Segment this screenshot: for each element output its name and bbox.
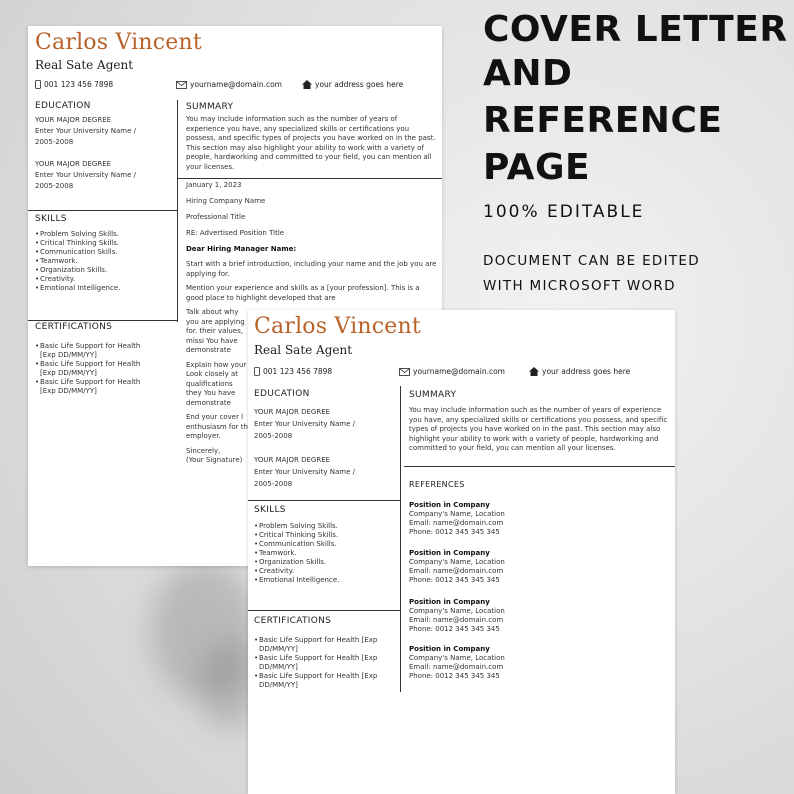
summary-heading: SUMMARY <box>409 390 457 400</box>
list-item: • Basic Life Support for Health [Exp DD/MM/YY] <box>254 672 382 690</box>
section-divider <box>28 320 178 321</box>
column-divider <box>400 386 401 692</box>
summary-text: You may include information such as the number of years of experience you have, any specialized skills or certifications you possess, and specific types of projects you have worked on in the past. This section may also highlight your ability to work with a variety of people, hardworking and committed to your field, you can mention all your licenses. <box>409 406 668 452</box>
reference-entry <box>409 598 505 634</box>
address-contact <box>302 80 403 89</box>
skills-list <box>254 522 394 585</box>
skills-heading: SKILLS <box>35 214 67 224</box>
reference-page <box>248 310 675 794</box>
reference-position: Position in Company <box>409 598 490 606</box>
letter-paragraph: Mention your experience and skills as a [your profession]. This is a good place to highlight developed that are <box>186 284 420 302</box>
list-item: • Basic Life Support for Health [Exp DD/MM/YY] <box>35 342 157 360</box>
letter-re: RE: Advertised Position Title <box>186 229 285 237</box>
summary-heading: SUMMARY <box>186 102 234 112</box>
education-years: 2005-2008 <box>254 432 293 440</box>
reference-phone: Phone: 0012 345 345 345 <box>409 528 500 536</box>
letter-closing: Sincerely, <box>186 446 221 455</box>
letter-date: January 1, 2023 <box>186 181 242 189</box>
list-item: • Communication Skills. <box>35 248 175 257</box>
education-years: 2005-2008 <box>254 480 293 488</box>
list-item: • Critical Thinking Skills. <box>254 531 394 540</box>
word-note-line: WITH MICROSOFT WORD <box>483 278 676 294</box>
home-icon <box>302 80 312 89</box>
skills-heading: SKILLS <box>254 505 286 515</box>
email-icon <box>176 81 187 89</box>
section-divider <box>28 210 178 211</box>
list-item: • Emotional Intelligence. <box>254 576 394 585</box>
headline-line: PAGE <box>483 147 591 188</box>
headline-line: REFERENCE <box>483 100 723 141</box>
certifications-list <box>254 636 382 690</box>
address-contact <box>529 367 630 376</box>
list-item: • Critical Thinking Skills. <box>35 239 175 248</box>
education-years: 2005-2008 <box>35 182 74 190</box>
home-icon <box>529 367 539 376</box>
email-address: yourname@domain.com <box>413 367 505 376</box>
phone-icon <box>254 367 260 376</box>
education-list <box>254 406 396 490</box>
section-divider <box>248 610 401 611</box>
list-item: • Problem Solving Skills. <box>35 230 175 239</box>
skills-list <box>35 230 175 293</box>
resume-name: Carlos Vincent <box>254 314 421 339</box>
letter-paragraph: Talk about why you are applying for. their values, missi You have demonstrate <box>186 308 245 354</box>
job-title: Real Sate Agent <box>35 58 134 72</box>
reference-company: Company's Name, Location <box>409 607 505 615</box>
email-address: yourname@domain.com <box>190 80 282 89</box>
headline-line: AND <box>483 53 573 94</box>
reference-position: Position in Company <box>409 549 490 557</box>
education-heading: EDUCATION <box>254 389 310 399</box>
list-item: • Problem Solving Skills. <box>254 522 394 531</box>
phone-icon <box>35 80 41 89</box>
reference-email: Email: name@domain.com <box>409 663 504 671</box>
education-university: Enter Your University Name / <box>35 171 136 179</box>
phone-contact <box>35 80 113 89</box>
education-degree: YOUR MAJOR DEGREE <box>35 116 112 124</box>
summary-text: You may include information such as the number of years of experience you have, any specialized skills or certifications you possess, and specific types of projects you have worked on in the past. This section may also highlight your ability to work with a variety of people, hardworking and committed to your field, you can mention all your licenses. <box>186 115 436 171</box>
email-icon <box>399 368 410 376</box>
education-degree: YOUR MAJOR DEGREE <box>254 408 331 416</box>
certifications-heading: CERTIFICATIONS <box>35 322 113 332</box>
list-item: • Basic Life Support for Health [Exp DD/MM/YY] <box>254 654 382 672</box>
job-title: Real Sate Agent <box>254 343 353 357</box>
reference-entry <box>409 549 505 585</box>
reference-position: Position in Company <box>409 501 490 509</box>
list-item: • Basic Life Support for Health [Exp DD/MM/YY] <box>35 378 157 396</box>
education-degree: YOUR MAJOR DEGREE <box>254 456 331 464</box>
resume-name: Carlos Vincent <box>35 30 202 55</box>
address-text: your address goes here <box>542 367 631 376</box>
letter-title: Professional Title <box>186 213 246 221</box>
reference-phone: Phone: 0012 345 345 345 <box>409 576 500 584</box>
reference-company: Company's Name, Location <box>409 558 505 566</box>
education-degree: YOUR MAJOR DEGREE <box>35 160 112 168</box>
education-list <box>35 115 173 192</box>
education-years: 2005-2008 <box>35 138 74 146</box>
reference-position: Position in Company <box>409 645 490 653</box>
education-heading: EDUCATION <box>35 101 91 111</box>
list-item: • Organization Skills. <box>254 558 394 567</box>
section-divider <box>248 500 401 501</box>
list-item: • Communication Skills. <box>254 540 394 549</box>
word-note-line: DOCUMENT CAN BE EDITED <box>483 253 700 269</box>
address-text: your address goes here <box>315 80 404 89</box>
letter-paragraph: Start with a brief introduction, including your name and the job you are applying for. <box>186 260 437 278</box>
letter-paragraph: Explain how your Look closely at qualifications they You have demonstrate <box>186 360 247 407</box>
list-item: • Basic Life Support for Health [Exp DD/MM/YY] <box>254 636 382 654</box>
phone-contact <box>254 367 332 376</box>
section-divider <box>178 178 442 179</box>
certifications-heading: CERTIFICATIONS <box>254 616 332 626</box>
reference-entry <box>409 501 505 537</box>
letter-signature: (Your Signature) <box>186 456 243 464</box>
headline-line: COVER LETTER <box>483 9 788 50</box>
email-contact <box>176 80 282 89</box>
phone-number: 001 123 456 7898 <box>44 80 114 89</box>
reference-company: Company's Name, Location <box>409 510 505 518</box>
reference-phone: Phone: 0012 345 345 345 <box>409 672 500 680</box>
education-university: Enter Your University Name / <box>254 420 355 428</box>
reference-email: Email: name@domain.com <box>409 519 504 527</box>
list-item: • Teamwork. <box>35 257 175 266</box>
reference-email: Email: name@domain.com <box>409 616 504 624</box>
list-item: • Creativity. <box>35 275 175 284</box>
references-heading: REFERENCES <box>409 480 465 489</box>
editable-tagline: 100% EDITABLE <box>483 202 645 222</box>
reference-phone: Phone: 0012 345 345 345 <box>409 625 500 633</box>
email-contact <box>399 367 505 376</box>
education-university: Enter Your University Name / <box>254 468 355 476</box>
list-item: • Teamwork. <box>254 549 394 558</box>
reference-company: Company's Name, Location <box>409 654 505 662</box>
list-item: • Emotional Intelligence. <box>35 284 175 293</box>
certifications-list <box>35 342 157 396</box>
column-divider <box>177 100 178 322</box>
phone-number: 001 123 456 7898 <box>263 367 333 376</box>
list-item: • Creativity. <box>254 567 394 576</box>
letter-company: Hiring Company Name <box>186 197 266 205</box>
section-divider <box>404 466 675 467</box>
letter-salutation: Dear Hiring Manager Name: <box>186 245 297 253</box>
letter-paragraph: End your cover l enthusiasm for th employer. <box>186 413 248 440</box>
list-item: • Organization Skills. <box>35 266 175 275</box>
list-item: • Basic Life Support for Health [Exp DD/MM/YY] <box>35 360 157 378</box>
reference-entry <box>409 645 505 681</box>
education-university: Enter Your University Name / <box>35 127 136 135</box>
reference-email: Email: name@domain.com <box>409 567 504 575</box>
